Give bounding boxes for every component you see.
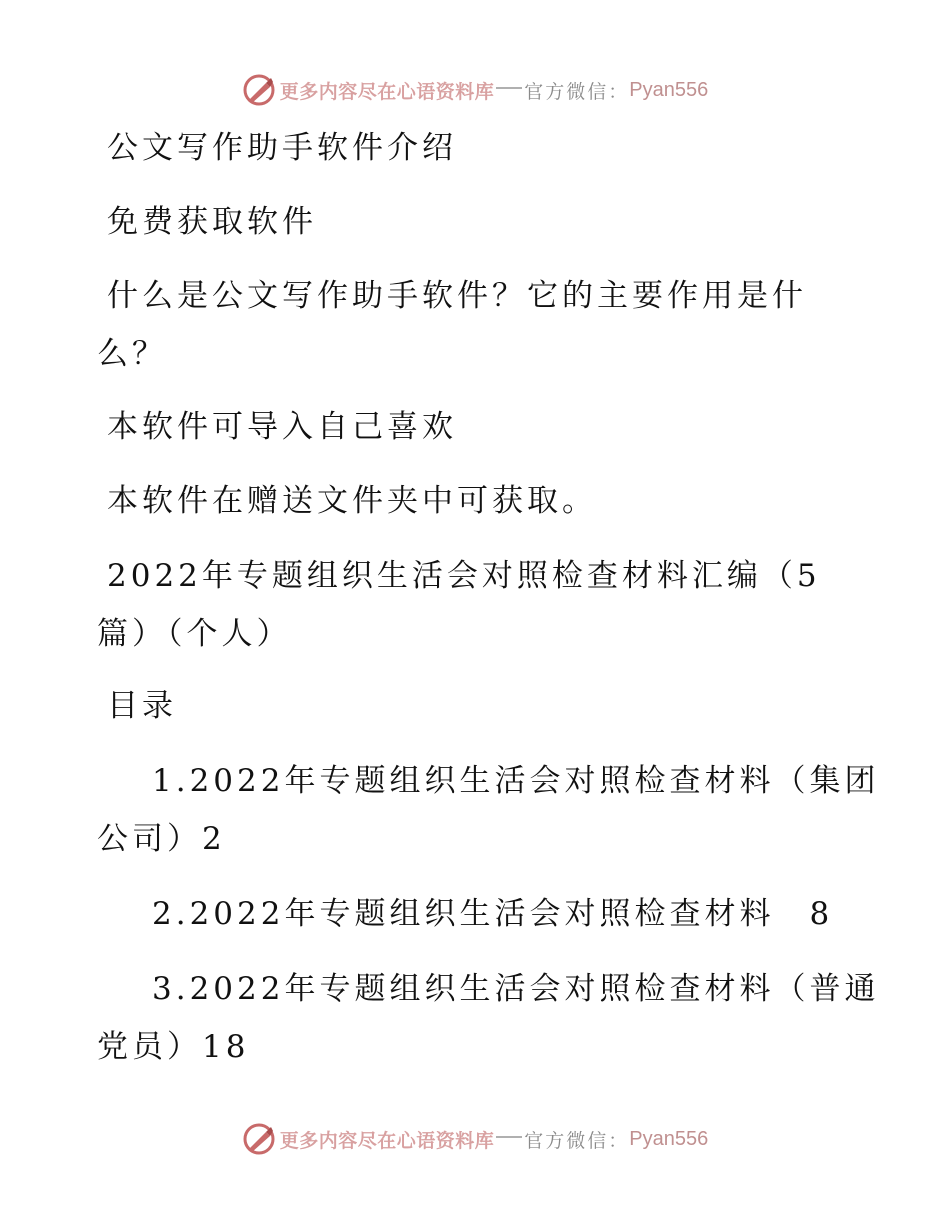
toc-item-1-line-2[interactable]: 公司）2 xyxy=(97,821,226,857)
footer-banner-divider xyxy=(496,1136,522,1138)
banner-wechat-label: 官方微信： xyxy=(524,80,630,103)
free-get-line: 免费获取软件 xyxy=(107,204,317,240)
folder-note: 本软件在赠送文件夹中可获取。 xyxy=(107,483,597,519)
compilation-line-2: 篇）（个人） xyxy=(97,616,292,652)
banner-divider xyxy=(496,87,522,89)
pen-logo-icon xyxy=(242,1122,276,1156)
footer-banner xyxy=(0,1119,950,1159)
banner-title: 更多内容尽在心语资料库 xyxy=(279,80,495,103)
toc-item-2-line-1[interactable]: 2.2022年专题组织生活会对照检查材料 8 xyxy=(152,896,834,932)
footer-wechat-label: 官方微信： xyxy=(524,1129,630,1152)
footer-banner-title: 更多内容尽在心语资料库 xyxy=(279,1129,495,1152)
banner-wechat-id: Pyan556 xyxy=(629,78,709,101)
toc-item-1-line-1[interactable]: 1.2022年专题组织生活会对照检查材料（集团 xyxy=(152,763,880,799)
question-line-2: 么？ xyxy=(97,336,167,372)
toc-item-3-line-1[interactable]: 3.2022年专题组织生活会对照检查材料（普通 xyxy=(152,971,880,1007)
toc-heading: 目录 xyxy=(107,688,177,724)
footer-wechat-id: Pyan556 xyxy=(629,1127,709,1150)
toc-item-3-line-2[interactable]: 党员）18 xyxy=(97,1029,250,1065)
compilation-line-1: 2022年专题组织生活会对照检查材料汇编（5 xyxy=(107,558,821,594)
pen-logo-icon xyxy=(242,73,276,107)
import-note: 本软件可导入自己喜欢 xyxy=(107,409,457,445)
question-line-1: 什么是公文写作助手软件？它的主要作用是什 xyxy=(107,278,807,314)
header-banner xyxy=(0,70,950,110)
doc-title: 公文写作助手软件介绍 xyxy=(107,130,457,166)
